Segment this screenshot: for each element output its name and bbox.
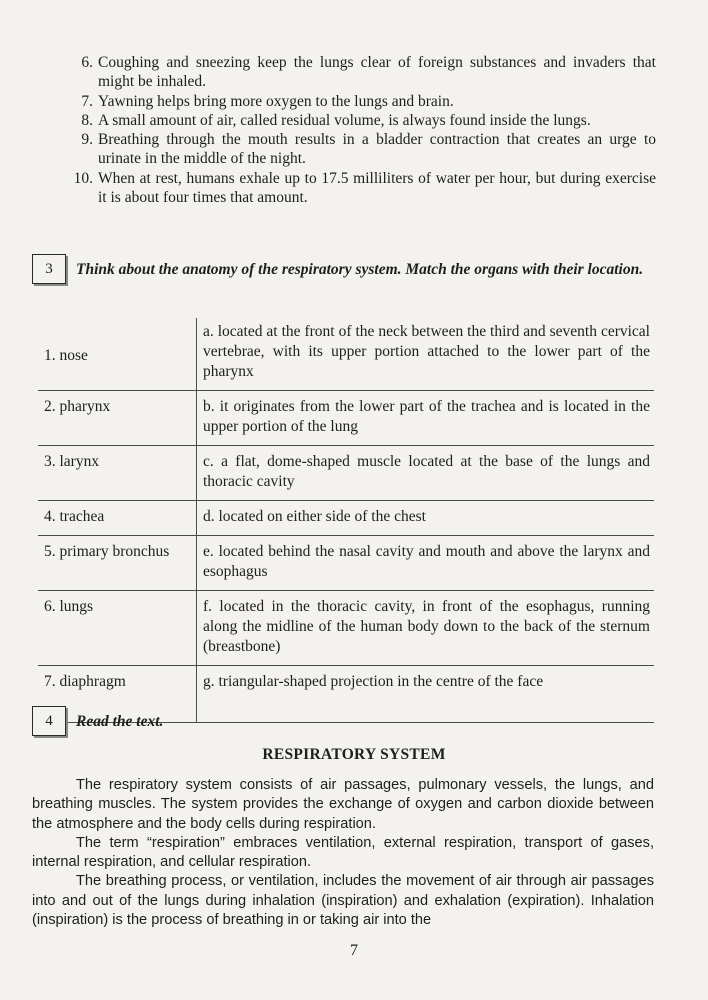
list-item-number: 8. (81, 111, 93, 129)
location-cell: f. located in the thoracic cavity, in front of the esophagus, running along the midline of the human body down to the back of the sternum (breastbone) (197, 591, 655, 666)
table-row (38, 501, 654, 536)
organ-cell: 1. nose (38, 318, 197, 391)
table-row (38, 446, 654, 501)
page-number: 7 (350, 942, 358, 959)
task-number-box: 4 (32, 706, 66, 736)
section-title: RESPIRATORY SYSTEM (262, 746, 446, 763)
location-cell: c. a flat, dome-shaped muscle located at the base of the lungs and thoracic cavity (197, 446, 655, 501)
task-4-header (32, 706, 651, 736)
list-item-text: When at rest, humans exhale up to 17.5 milliliters of water per hour, but during exercise it is about four times that amount. (98, 169, 656, 207)
table-row (38, 391, 654, 446)
task-3-header (32, 254, 651, 284)
task-number-box: 3 (32, 254, 66, 284)
task-instruction: Read the text. (76, 713, 164, 730)
organ-cell: 4. trachea (38, 501, 197, 536)
location-cell: g. triangular-shaped projection in the centre of the face (197, 666, 655, 723)
table-row (38, 536, 654, 591)
location-cell: e. located behind the nasal cavity and mouth and above the larynx and esophagus (197, 536, 655, 591)
table-row (38, 318, 654, 391)
paragraph: The breathing process, or ventilation, includes the movement of air through air passages into and out of the lungs during inhalation (inspiration) and exhalation (expiration). Inhalation (inspiration) is the process of breathing in or taking air into the (32, 873, 654, 929)
organ-cell: 6. lungs (38, 591, 197, 666)
organ-cell: 3. larynx (38, 446, 197, 501)
organ-cell: 7. diaphragm (38, 666, 197, 723)
list-item (60, 92, 656, 111)
list-item-text: A small amount of air, called residual volume, is always found inside the lungs. (98, 111, 591, 129)
list-item-number: 6. (81, 54, 93, 71)
list-item-number: 9. (81, 131, 93, 149)
list-item (60, 130, 656, 169)
list-item-number: 7. (81, 92, 93, 110)
list-item-text: Yawning helps bring more oxygen to the lungs and brain. (98, 92, 454, 110)
reading-text (32, 776, 654, 930)
task-instruction: Think about the anatomy of the respiratory system. Match the organs with their location. (76, 261, 644, 278)
location-cell: a. located at the front of the neck between the third and seventh cervical vertebrae, with its upper portion attached to the lower part of the pharynx (197, 318, 655, 391)
table-row (38, 591, 654, 666)
location-cell: d. located on either side of the chest (197, 501, 655, 536)
list-item (60, 53, 656, 92)
organ-cell: 2. pharynx (38, 391, 197, 446)
list-item (60, 111, 656, 130)
facts-list (60, 53, 656, 207)
paragraph: The term “respiration” embraces ventilation, external respiration, transport of gases, internal respiration, and cellular respiration. (32, 834, 654, 871)
list-item-text: Coughing and sneezing keep the lungs clear of foreign substances and invaders that might be inhaled. (98, 54, 656, 91)
organ-cell: 5. primary bronchus (38, 536, 197, 591)
paragraph: The respiratory system consists of air passages, pulmonary vessels, the lungs, and breathing muscles. The system provides the exchange of oxygen and carbon dioxide between the atmosphere and the body cells during respiration. (32, 777, 654, 832)
location-cell: b. it originates from the lower part of the trachea and is located in the upper portion of the lung (197, 391, 655, 446)
list-item-text: Breathing through the mouth results in a bladder contraction that creates an urge to urinate in the middle of the night. (98, 131, 656, 168)
list-item-number: 10. (73, 169, 93, 187)
organ-location-table (38, 318, 654, 723)
list-item (60, 169, 656, 208)
